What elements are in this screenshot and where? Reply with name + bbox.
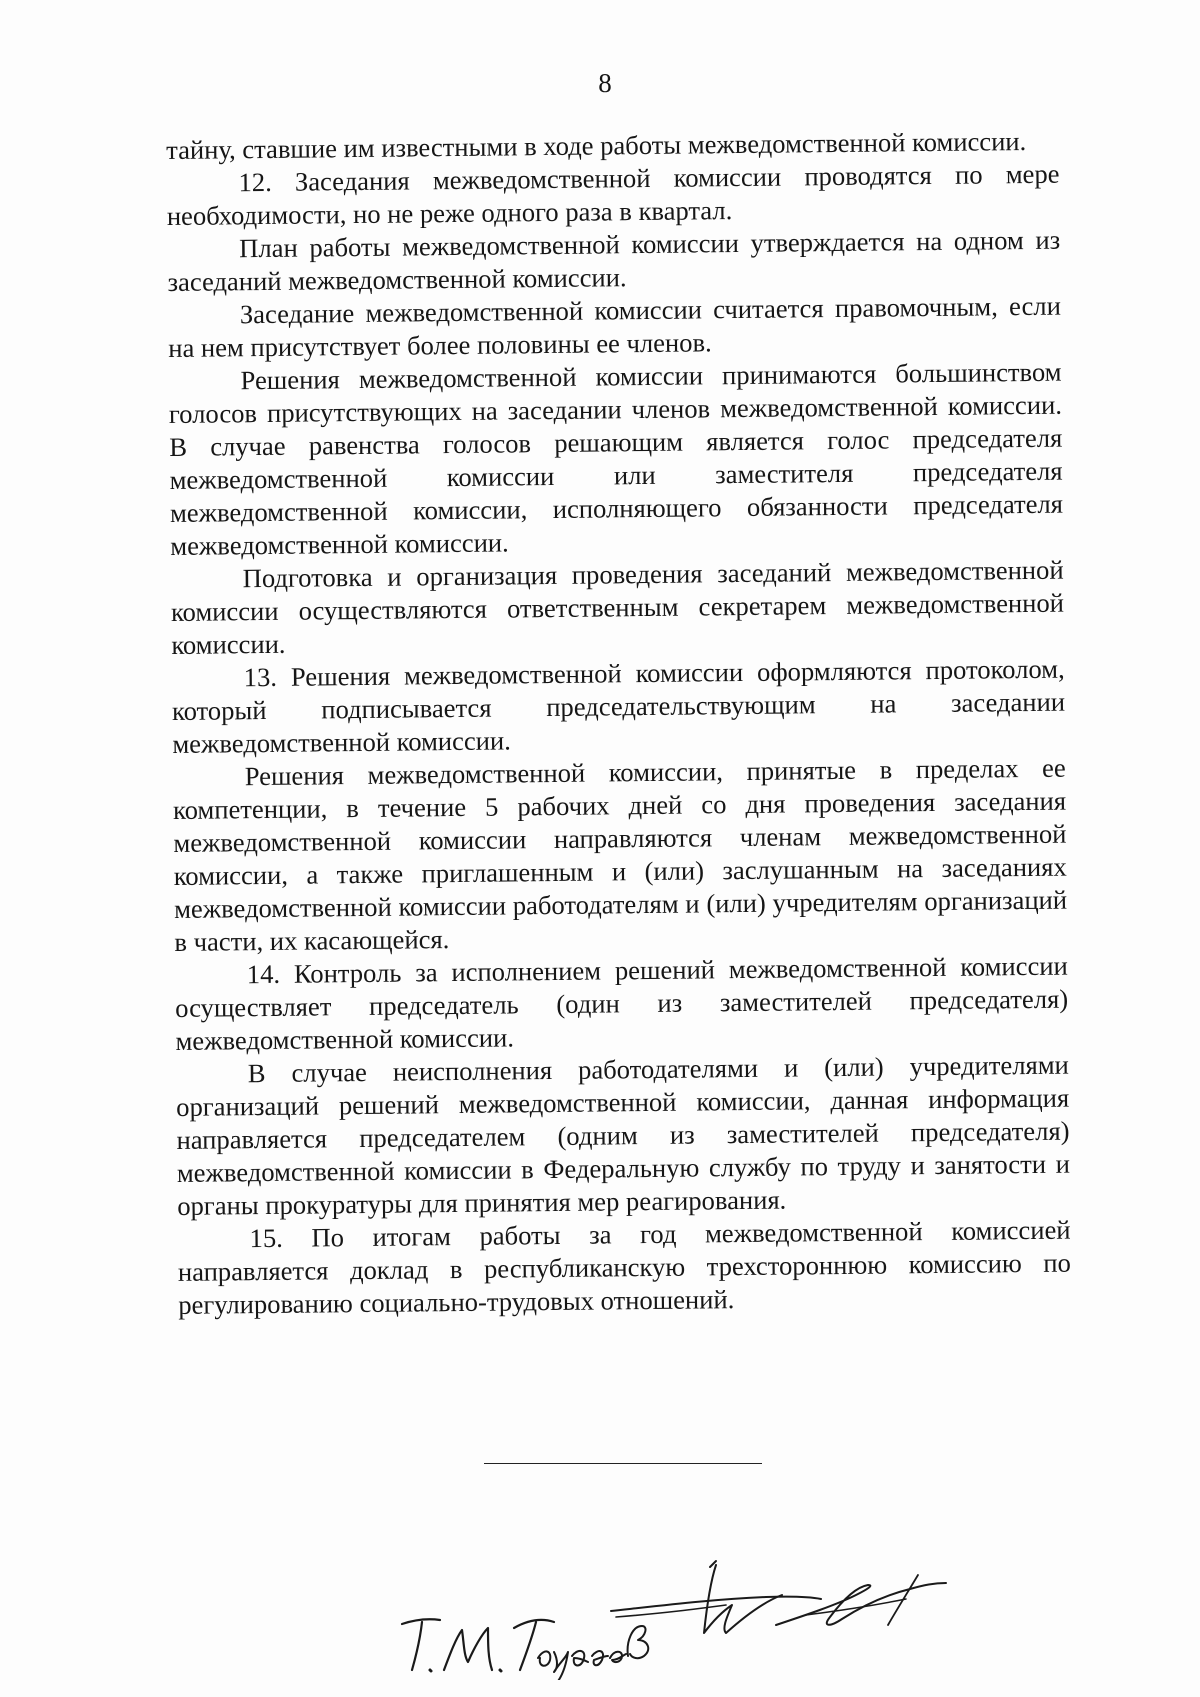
signature — [606, 1555, 956, 1645]
paragraph-continuation: тайну, ставшие им известными в ходе работы межведомственной комиссии. — [166, 125, 1027, 165]
paragraph-quorum: Заседание межведомственной комиссии считается правомочным, если на нем присутствует более половины ее членов. — [168, 290, 1062, 363]
page-number: 8 — [598, 68, 612, 98]
paragraph-clause-13: 13. Решения межведомственной комиссии оформляются протоколом, который подписывается председательствующим на заседании межведомственной комиссии. — [171, 653, 1066, 759]
paragraph-clause-15: 15. По итогам работы за год межведомственной комиссией направляется доклад в республиканскую трехстороннюю комиссию по регулированию социально-трудовых отношений. — [177, 1214, 1072, 1320]
paragraph-work-plan: План работы межведомственной комиссии утверждается на одном из заседаний межведомственной комиссии. — [167, 224, 1061, 297]
paragraph-voting: Решения межведомственной комиссии принимаются большинством голосов присутствующих на заседании членов межведомственной комиссии. В случае равенства голосов решающим является голос председателя межведомственной комиссии или заместителя председателя межведомственной комиссии, исполняющего обязанности председателя межведомственной комиссии. — [168, 356, 1064, 561]
paragraph-preparation: Подготовка и организация проведения заседаний межведомственной комиссии осуществляются ответственным секретарем межведомственной комиссии. — [170, 554, 1065, 660]
paragraph-clause-14: 14. Контроль за исполнением решений межведомственной комиссии осуществляет председатель (один из заместителей председателя) межведомственной комиссии. — [174, 950, 1069, 1056]
end-of-document-line — [484, 1463, 762, 1464]
paragraph-decisions-distribution: Решения межведомственной комиссии, принятые в пределах ее компетенции, в течение 5 рабочих дней со дня проведения заседания межведомственной комиссии направляются членам межведомственной комиссии, а также приглашенным и (или) заслушанным на заседаниях межведомственной комиссии работодателям и (или) учредителям организаций в части, их касающейся. — [172, 752, 1068, 957]
paragraph-clause-12: 12. Заседания межведомственной комиссии проводятся по мере необходимости, но не реже одного раза в квартал. — [166, 158, 1060, 231]
paragraph-non-compliance: В случае неисполнения работодателями и (или) учредителями организаций решений межведомственной комиссии, данная информация направляется председателем (одним из заместителей председателя) межведомственной комиссии в Федеральную службу по труду и занятости и органы прокуратуры для принятия мер реагирования. — [176, 1049, 1070, 1221]
document-body — [166, 125, 1071, 1322]
